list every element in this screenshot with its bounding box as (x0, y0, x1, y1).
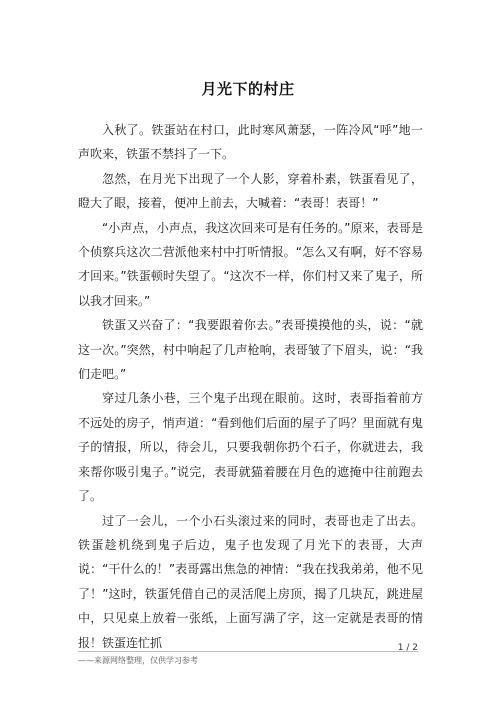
paragraph-6: 过了一会儿，一个小石头滚过来的同时，表哥也走了出去。铁蛋趁机绕到鬼子后边，鬼子也发现了月光下的表哥，大声说：“干什么的！”表哥露出焦急的神情：“我在找我弟弟，他不见了！”这时，铁蛋凭借自己的灵活爬上房顶，揭了几块瓦，跳进屋中，只见桌上放着一张纸，上面写满了字，这一定就是表哥的情报！铁蛋连忙抓 (78, 513, 423, 650)
document-title: 月光下的村庄 (201, 80, 295, 98)
footer-divider (78, 651, 418, 652)
paragraph-5: 穿过几条小巷，三个鬼子出现在眼前。这时，表哥指着前方不远处的房子，悄声道：“看到他们后面的屋子了吗？里面就有鬼子的情报，所以，待会儿，只要我朝你扔个石子，你就进去，我来帮你吸引鬼子。”说完，表哥就猫着腰在月色的遮掩中往前跑去了。 (78, 391, 423, 504)
paragraph-2: 忽然，在月光下出现了一个人影，穿着朴素，铁蛋看见了，瞪大了眼，接着，便冲上前去，大喊着：“表哥！表哥！” (78, 171, 423, 211)
page-number: 1 / 2 (397, 643, 418, 653)
paragraph-1: 入秋了。铁蛋站在村口，此时寒风萧瑟，一阵冷风“呼”地一声吹来，铁蛋不禁抖了一下。 (78, 123, 423, 162)
document-body (78, 118, 423, 655)
paragraph-4: 铁蛋又兴奋了：“我要跟着你去。”表哥摸摸他的头，说：“就这一次。”突然，村中响起了几声枪响，表哥皱了下眉头，说：“我们走吧。” (78, 318, 423, 382)
paragraph-3: “小声点，小声点，我这次回来可是有任务的。”原来，表哥是个侦察兵这次二营派他来村中打听情报。“怎么又有啊，好不容易才回来。”铁蛋顿时失望了。“这次不一样，你们村又来了鬼子，所以我才回来。” (78, 220, 423, 308)
footer-source-note: ——来源网络整理，仅供学习参考 (78, 656, 198, 665)
